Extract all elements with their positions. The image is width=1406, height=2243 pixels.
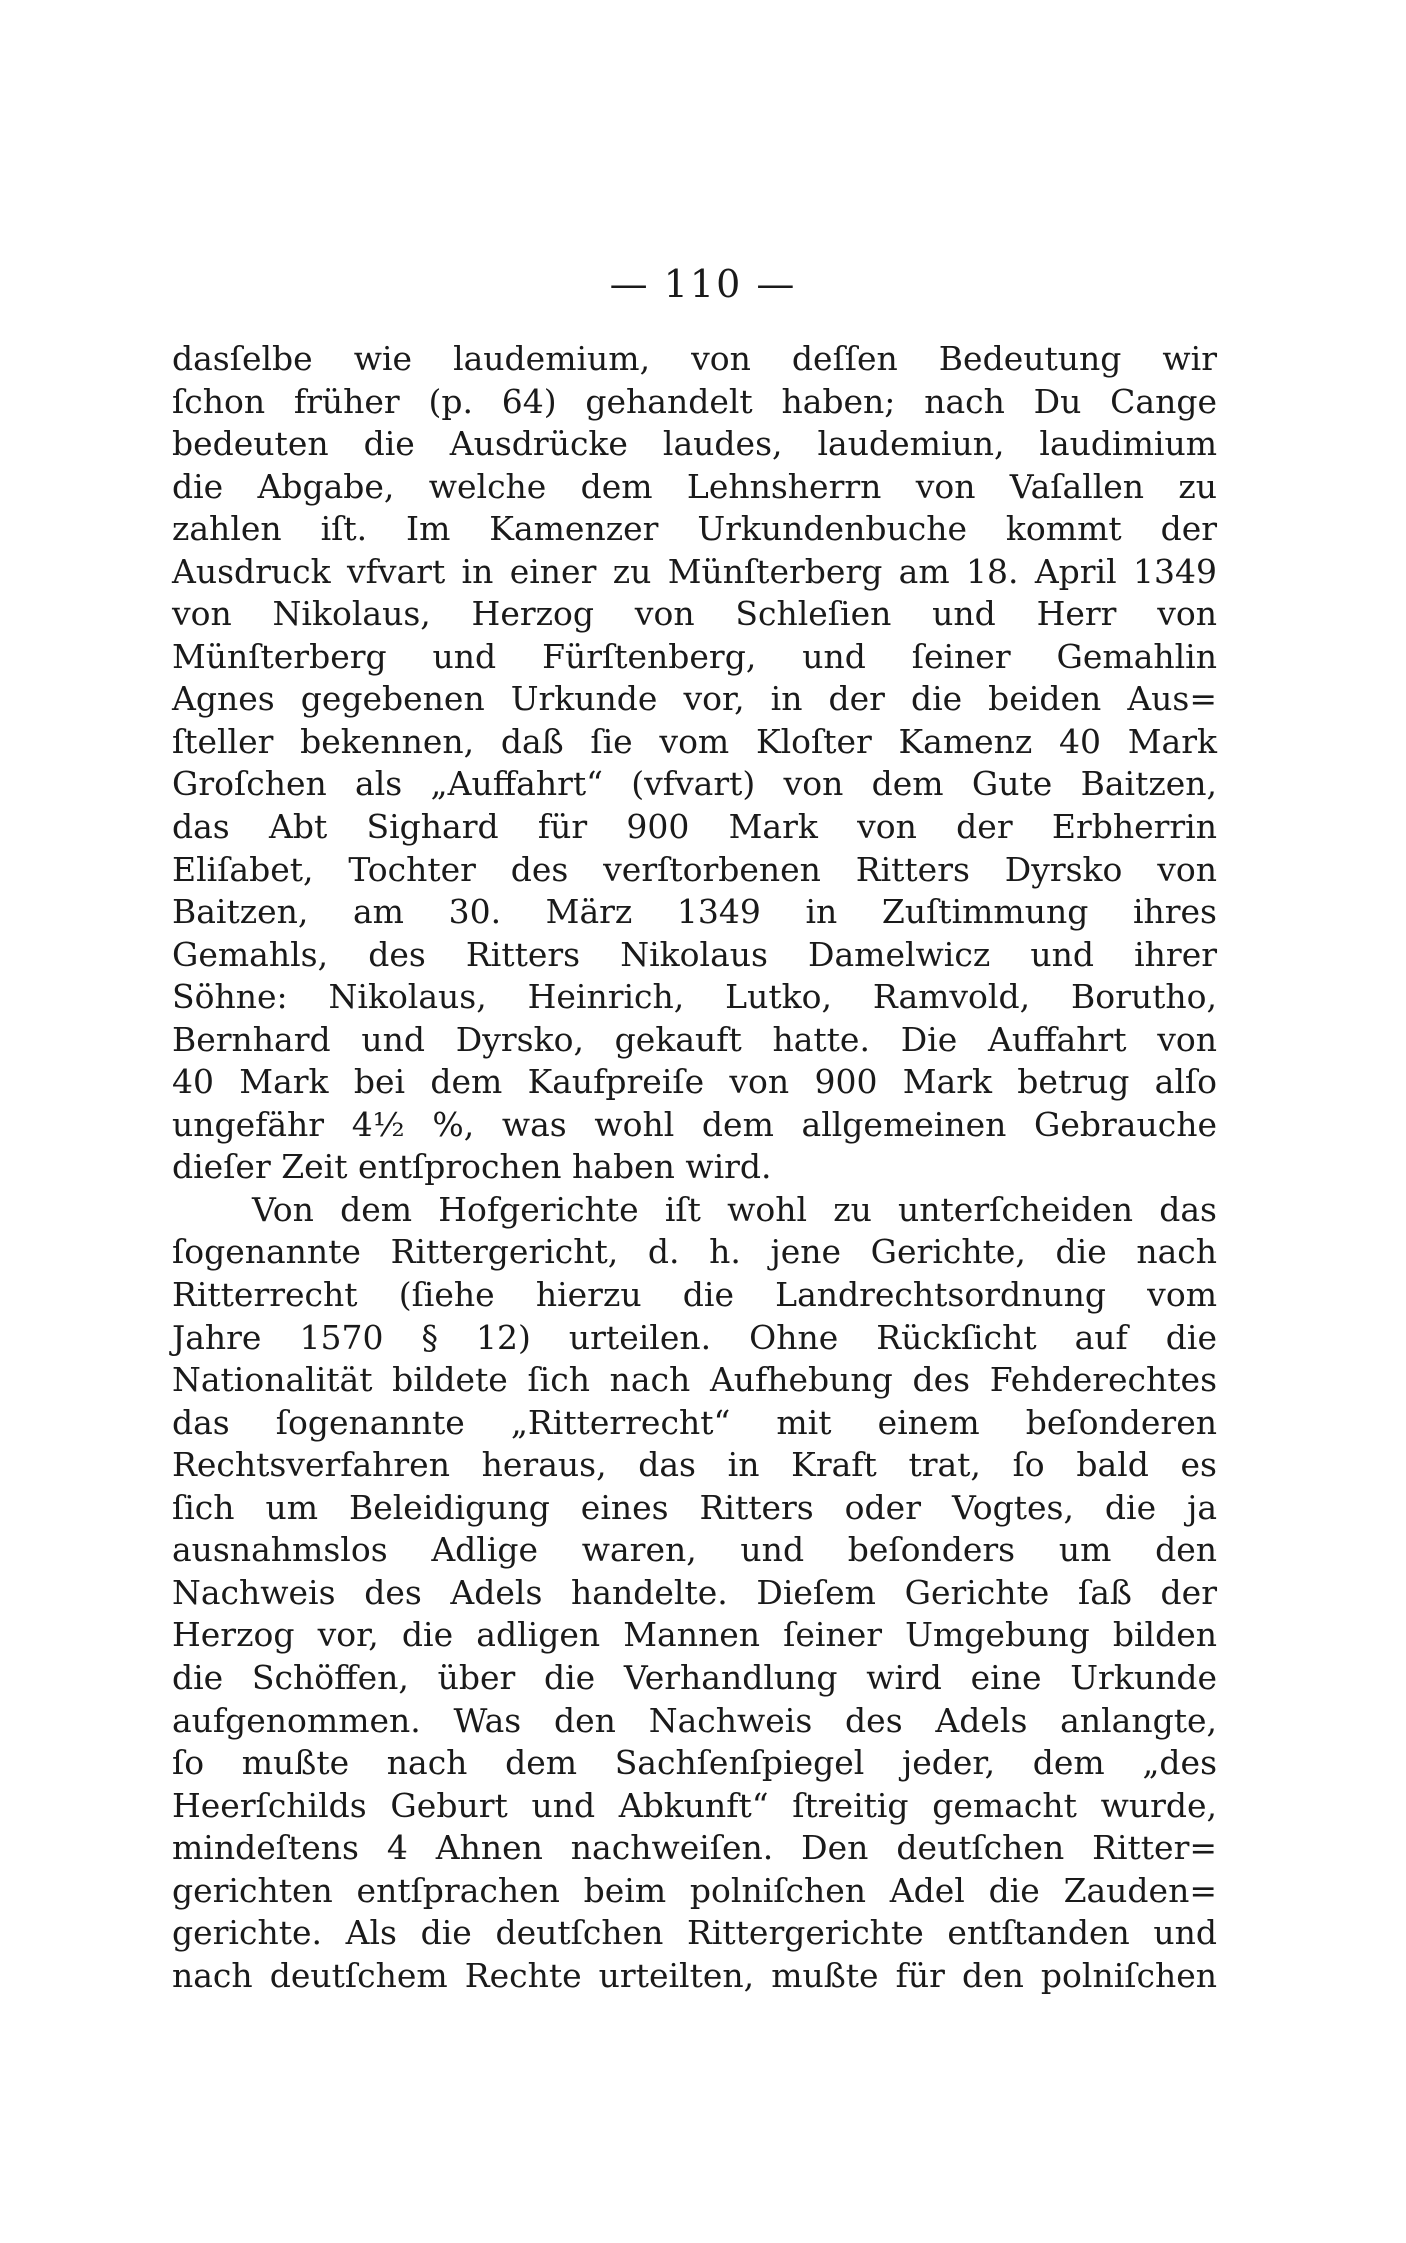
text-line: Ritterrecht (ſiehe hierzu die Landrechtsordnung vom (172, 1275, 1217, 1315)
text-line: ſteller bekennen, daß ſie vom Kloſter Kamenz 40 Mark (172, 721, 1217, 761)
text-line: Herzog vor, die adligen Mannen ſeiner Umgebung bilden (172, 1615, 1217, 1655)
text-line: Groſchen als „Auffahrt“ (vfvart) von dem Gute Baitzen, (172, 764, 1217, 804)
text-line: gerichte. Als die deutſchen Rittergerichte entſtanden und (172, 1913, 1217, 1953)
text-line: ausnahmslos Adlige waren, und beſonders um den (172, 1530, 1217, 1570)
text-line: ſich um Beleidigung eines Ritters oder Vogtes, die ja (172, 1487, 1217, 1527)
text-line: Ausdruck vfvart in einer zu Münſterberg am 18. April 1349 (172, 551, 1217, 591)
text-line: nach deutſchem Rechte urteilten, mußte für den polniſchen (172, 1955, 1217, 1995)
text-line: ſchon früher (p. 64) gehandelt haben; nach Du Cange (172, 381, 1217, 421)
text-line: zahlen iſt. Im Kamenzer Urkundenbuche kommt der (172, 509, 1217, 549)
text-line: bedeuten die Ausdrücke laudes, laudemiun, laudimium (172, 424, 1217, 464)
text-line: die Abgabe, welche dem Lehnsherrn von Vaſallen zu (172, 466, 1217, 506)
text-line: Baitzen, am 30. März 1349 in Zuſtimmung ihres (172, 892, 1217, 932)
text-line: Münſterberg und Fürſtenberg, und ſeiner Gemahlin (172, 636, 1217, 676)
text-line: Von dem Hofgerichte iſt wohl zu unterſcheiden das (252, 1189, 1217, 1229)
text-line: dasſelbe wie laudemium, von deſſen Bedeutung wir (172, 339, 1217, 378)
page-number: — 110 — (609, 262, 797, 306)
text-line: ſogenannte Rittergericht, d. h. jene Gerichte, die nach (172, 1232, 1217, 1272)
text-line: von Nikolaus, Herzog von Schleſien und Herr von (172, 594, 1217, 634)
text-line: Jahre 1570 § 12) urteilen. Ohne Rückſicht auf die (172, 1317, 1217, 1357)
text-line: 40 Mark bei dem Kaufpreiſe von 900 Mark betrug alſo (172, 1062, 1217, 1102)
text-line: Agnes gegebenen Urkunde vor, in der die beiden Aus= (172, 679, 1217, 719)
text-line: das Abt Sighard für 900 Mark von der Erbherrin (172, 807, 1217, 847)
text-line: mindeſtens 4 Ahnen nachweiſen. Den deutſchen Ritter= (172, 1828, 1217, 1868)
text-line: die Schöffen, über die Verhandlung wird eine Urkunde (172, 1657, 1217, 1697)
text-line: ungefähr 4½ %, was wohl dem allgemeinen Gebrauche (172, 1104, 1217, 1144)
text-line: Eliſabet, Tochter des verſtorbenen Ritters Dyrsko von (172, 849, 1217, 889)
text-line: ſo mußte nach dem Sachſenſpiegel jeder, dem „des (172, 1743, 1217, 1783)
text-line: Gemahls, des Ritters Nikolaus Damelwicz und ihrer (172, 934, 1217, 974)
text-line: Heerſchilds Geburt und Abkunft“ ſtreitig gemacht wurde, (172, 1785, 1217, 1825)
text-line: Nationalität bildete ſich nach Aufhebung des Fehderechtes (172, 1360, 1217, 1400)
body-text (172, 338, 1217, 1997)
text-line: Nachweis des Adels handelte. Dieſem Gerichte ſaß der (172, 1572, 1217, 1612)
text-line: Rechtsverfahren heraus, das in Kraft trat, ſo bald es (172, 1445, 1217, 1485)
text-line: aufgenommen. Was den Nachweis des Adels anlangte, (172, 1700, 1217, 1740)
text-line: Söhne: Nikolaus, Heinrich, Lutko, Ramvold, Borutho, (172, 977, 1217, 1017)
text-line: das ſogenannte „Ritterrecht“ mit einem beſonderen (172, 1402, 1217, 1442)
text-line: dieſer Zeit entſprochen haben wird. (172, 1147, 772, 1187)
text-line: gerichten entſprachen beim polniſchen Adel die Zauden= (172, 1870, 1217, 1910)
text-line: Bernhard und Dyrsko, gekauft hatte. Die Auffahrt von (172, 1019, 1217, 1059)
